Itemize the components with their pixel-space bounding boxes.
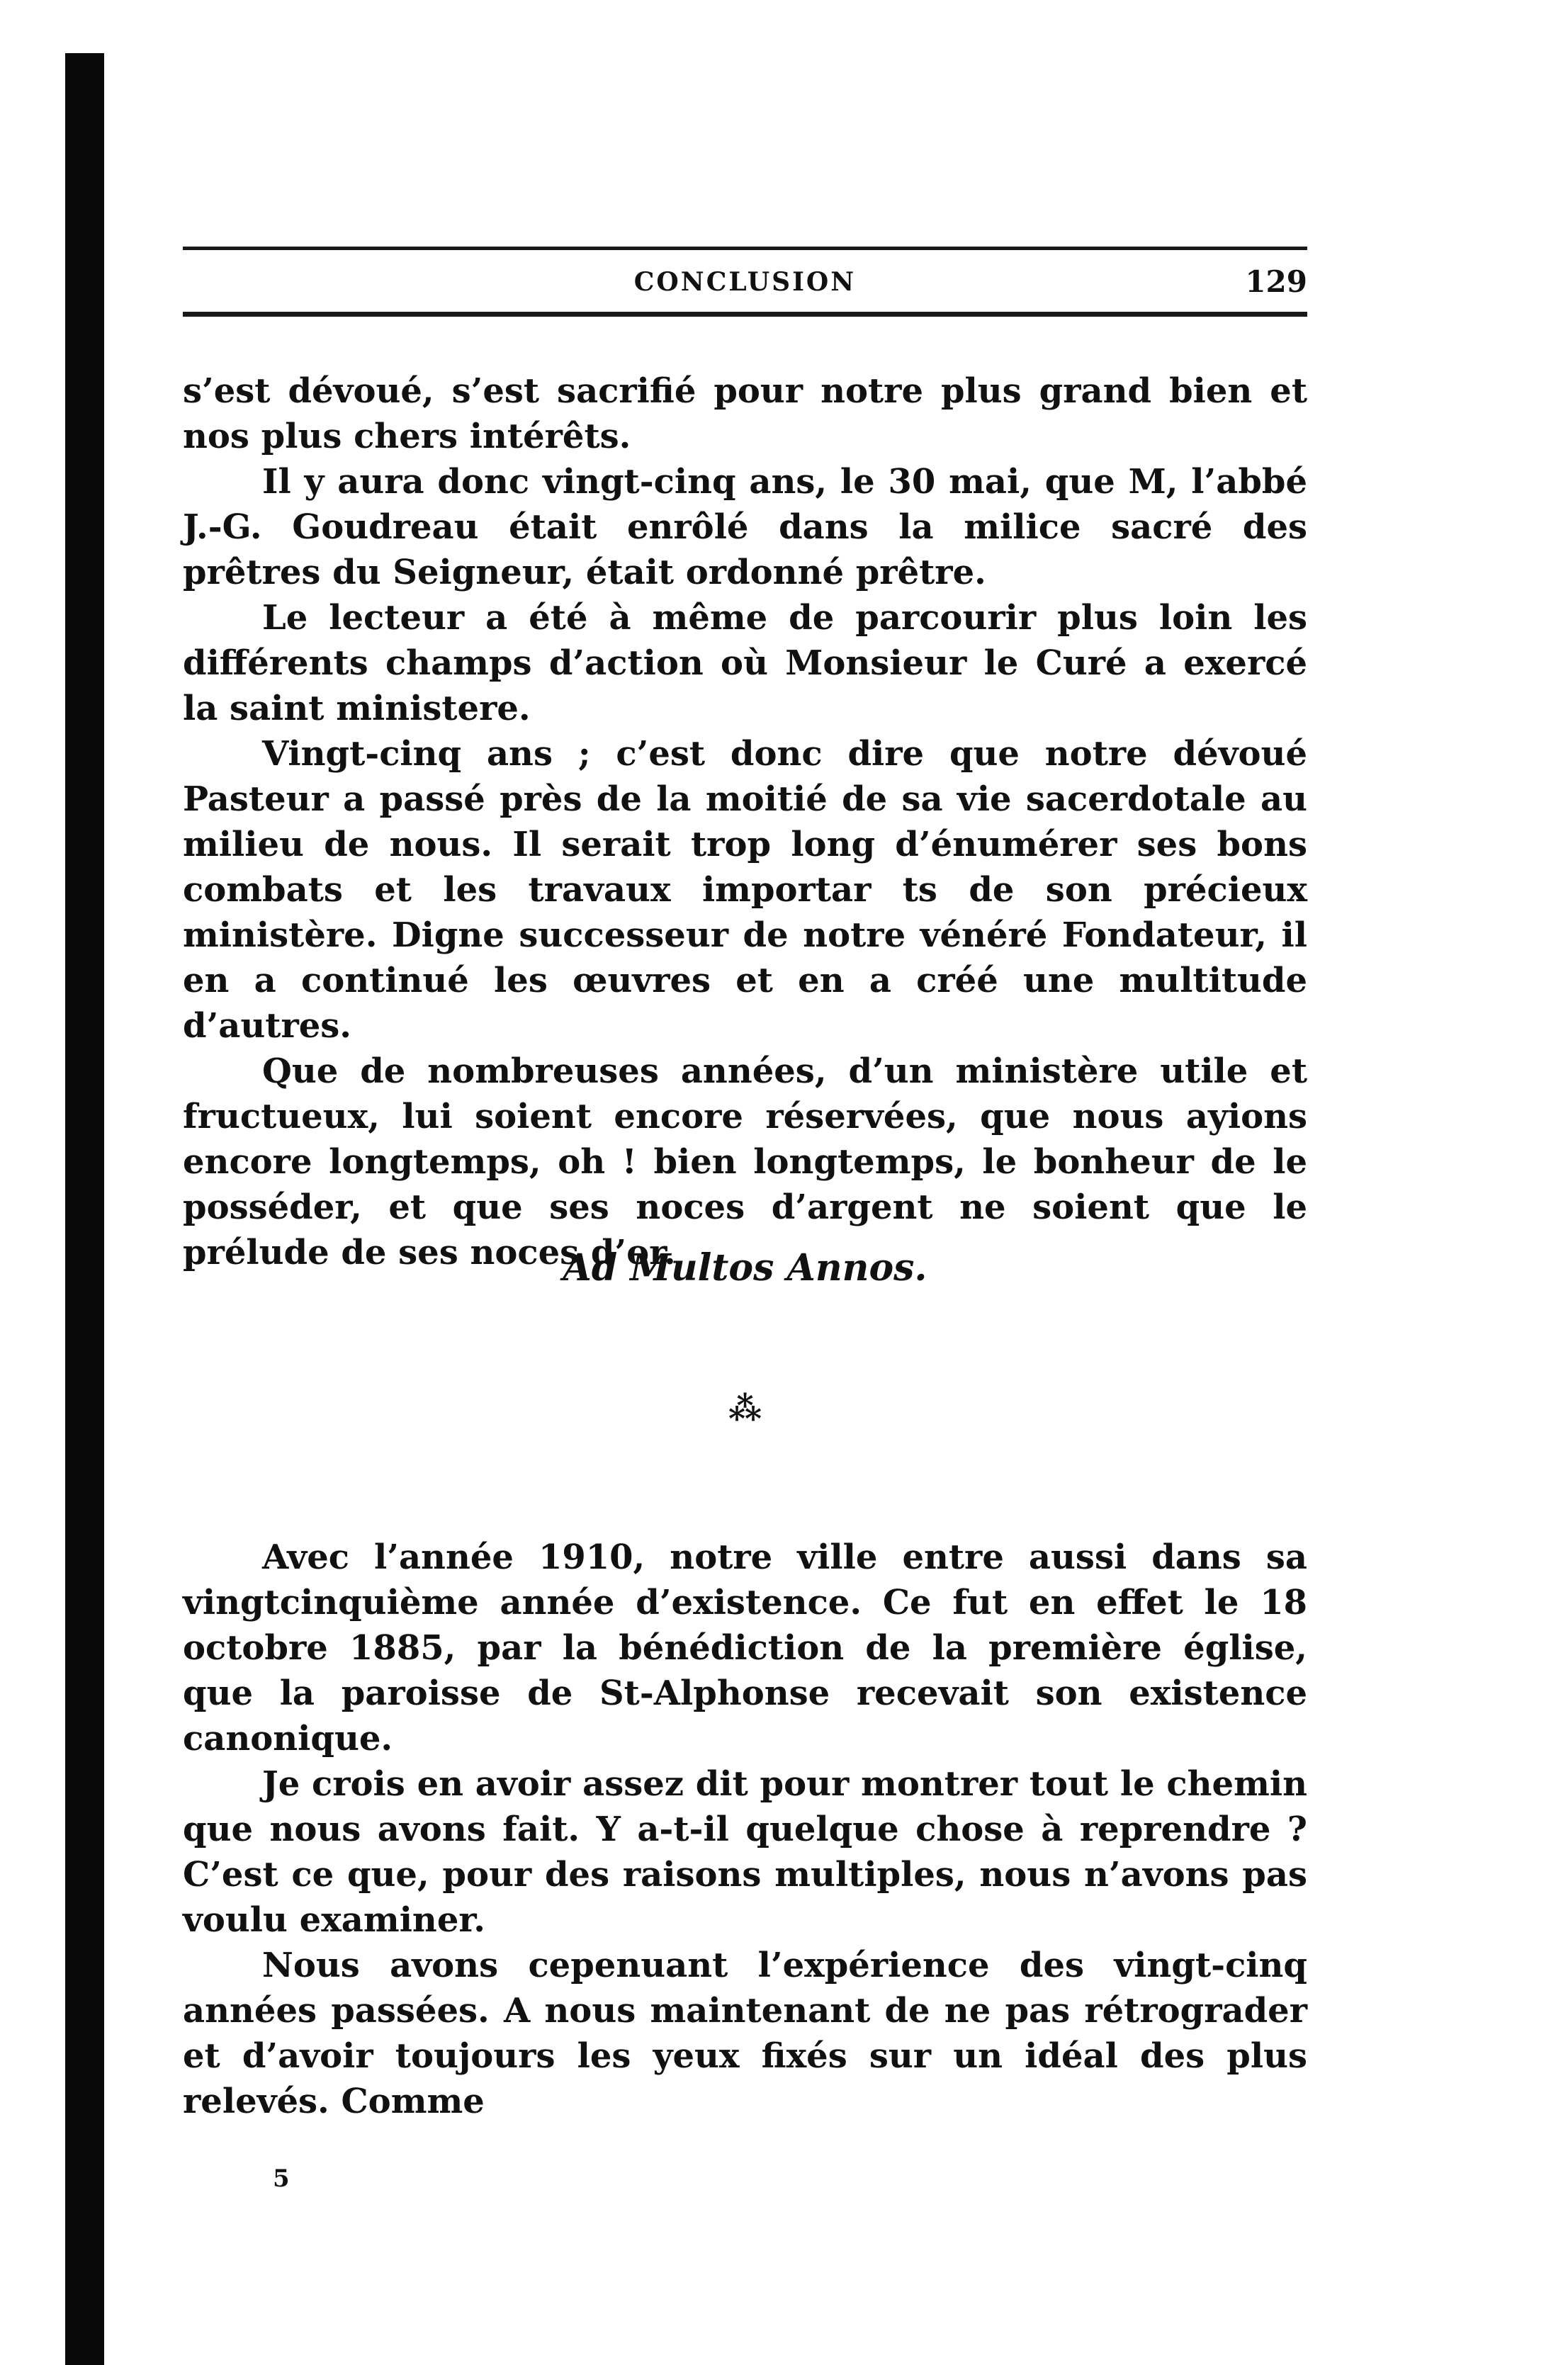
paragraph: Le lecteur a été à même de parcourir plus loin les différents champs d’action où Monsieur le Curé a exercé la saint ministere. (183, 598, 1307, 728)
running-title: CONCLUSION (633, 267, 857, 297)
body-text-section-1 (183, 368, 1307, 1275)
running-head (183, 261, 1307, 303)
paragraph: Je crois en avoir assez dit pour montrer tout le chemin que nous avons fait. Y a-t-il quelque chose à reprendre ? C’est ce que, pour des raisons multiples, nous n’avons pas voulu examiner. (183, 1764, 1307, 1940)
body-text-section-2 (183, 1535, 1307, 2124)
paragraph: Nous avons cepenuant l’expérience des vingt-cinq années passées. A nous maintenant de ne pas rétrograder et d’avoir toujours les yeux fixés sur un idéal des plus relevés. Comme (183, 1946, 1307, 2121)
paragraph: Avec l’année 1910, notre ville entre aussi dans sa vingtcinquième année d’existence. Ce fut en effet le 18 octobre 1885, par la bénédiction de la première église, que la paroisse de St-Alphonse recevait son existence canonique. (183, 1537, 1307, 1759)
signature-mark: 5 (273, 2164, 290, 2193)
paragraph: Il y aura donc vingt-cinq ans, le 30 mai, que M, l’abbé J.-G. Goudreau était enrôlé dans la milice sacré des prêtres du Seigneur, était ordonné prêtre. (183, 462, 1307, 592)
paragraph: Que de nombreuses années, d’un ministère utile et fructueux, lui soient encore réservées, que nous ayions encore longtemps, oh ! bien longtemps, le bonheur de le posséder, et que ses noces d’argent ne soient que le prélude de ses noces d’or. (183, 1051, 1307, 1272)
paragraph-continued: s’est dévoué, s’est sacrifié pour notre plus grand bien et nos plus chers intérêts. (183, 371, 1307, 456)
header-rule-bottom (183, 312, 1307, 317)
asterism-divider: ⁂ (728, 1389, 762, 1428)
paragraph: Vingt-cinq ans ; c’est donc dire que notre dévoué Pasteur a passé près de la moitié de sa vie sacerdotale au milieu de nous. Il serait trop long d’énumérer ses bons combats et les travaux importar ts de son précieux ministère. Digne successeur de notre vénéré Fondateur, il en a continué les œuvres et en a créé une multitude d’autres. (183, 734, 1307, 1046)
page-number: 129 (1245, 264, 1307, 299)
scan-binding-edge (65, 53, 104, 2365)
header-rule-top (183, 247, 1307, 250)
latin-motto: Ad Multos Annos. (563, 1246, 927, 1289)
